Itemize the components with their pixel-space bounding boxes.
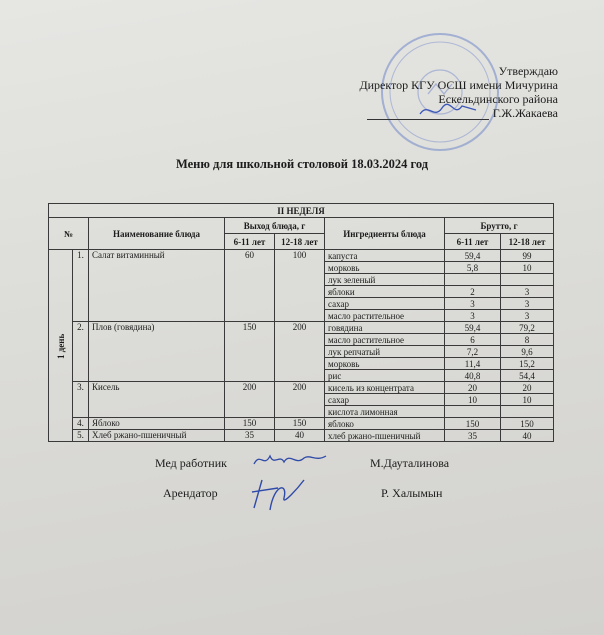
col-header-ingredients: Ингредиенты блюда [325,218,445,250]
gross-12-18: 79,2 [501,322,554,334]
dish-yield-6-11: 150 [225,418,275,430]
gross-12-18: 3 [501,298,554,310]
gross-6-11: 40,8 [445,370,501,382]
dish-name: Кисель [89,382,225,418]
gross-12-18: 15,2 [501,358,554,370]
dish-yield-12-18: 100 [275,250,325,322]
dish-number: 3. [73,382,89,418]
dish-name: Салат витаминный [89,250,225,322]
yield-age-12-18: 12-18 лет [275,234,325,250]
gross-6-11: 59,4 [445,250,501,262]
ingredient-name: лук репчатый [325,346,445,358]
dish-number: 5. [73,430,89,442]
dish-number: 2. [73,322,89,382]
ingredient-name: сахар [325,394,445,406]
gross-12-18: 99 [501,250,554,262]
gross-age-12-18: 12-18 лет [501,234,554,250]
ingredient-name: говядина [325,322,445,334]
gross-12-18: 8 [501,334,554,346]
col-header-yield: Выход блюда, г [225,218,325,234]
ingredient-name: масло растительное [325,334,445,346]
gross-6-11: 11,4 [445,358,501,370]
gross-12-18: 10 [501,262,554,274]
dish-name: Плов (говядина) [89,322,225,382]
gross-6-11: 6 [445,334,501,346]
gross-6-11: 35 [445,430,501,442]
dish-number: 1. [73,250,89,322]
dish-name: Хлеб ржано-пшеничный [89,430,225,442]
ingredient-name: морковь [325,262,445,274]
ingredient-name: рис [325,370,445,382]
tenant-label: Арендатор [163,486,218,500]
ingredient-name: яблоко [325,418,445,430]
dish-yield-12-18: 200 [275,322,325,382]
dish-name: Яблоко [89,418,225,430]
med-worker-label: Мед работник [155,456,227,470]
gross-age-6-11: 6-11 лет [445,234,501,250]
dish-yield-12-18: 150 [275,418,325,430]
col-header-gross: Брутто, г [445,218,554,234]
dish-yield-6-11: 200 [225,382,275,418]
week-header: II НЕДЕЛЯ [49,204,554,218]
gross-6-11: 7,2 [445,346,501,358]
med-worker-name: М.Дауталинова [370,456,450,470]
ingredient-name: лук зеленый [325,274,445,286]
yield-age-6-11: 6-11 лет [225,234,275,250]
gross-12-18: 20 [501,382,554,394]
gross-12-18: 40 [501,430,554,442]
ingredient-name: яблоки [325,286,445,298]
gross-12-18: 9,6 [501,346,554,358]
gross-6-11: 3 [445,298,501,310]
approval-line-3: Ескельдинского района [438,92,558,106]
dish-yield-6-11: 35 [225,430,275,442]
col-header-number: № [49,218,89,250]
approval-line-4: Г.Ж.Жакаева [492,106,558,120]
tenant-signature [248,474,308,514]
dish-number: 4. [73,418,89,430]
gross-6-11: 20 [445,382,501,394]
gross-12-18: 3 [501,286,554,298]
dish-yield-12-18: 40 [275,430,325,442]
gross-6-11: 59,4 [445,322,501,334]
gross-12-18: 3 [501,310,554,322]
approval-line-2: Директор КГУ ОСШ имени Мичурина [359,78,558,92]
ingredient-name: кислота лимонная [325,406,445,418]
gross-12-18: 54,4 [501,370,554,382]
dish-yield-6-11: 150 [225,322,275,382]
dish-yield-12-18: 200 [275,382,325,418]
ingredient-name: сахар [325,298,445,310]
ingredient-name: хлеб ржано-пшеничный [325,430,445,442]
gross-12-18: 150 [501,418,554,430]
ingredient-name: кисель из концентрата [325,382,445,394]
gross-12-18: 10 [501,394,554,406]
gross-6-11: 10 [445,394,501,406]
gross-6-11: 2 [445,286,501,298]
day-label: 1 день [49,250,73,442]
gross-6-11: 150 [445,418,501,430]
dish-yield-6-11: 60 [225,250,275,322]
gross-6-11: 3 [445,310,501,322]
approval-line-1: Утверждаю [498,64,558,78]
ingredient-name: капуста [325,250,445,262]
col-header-dish: Наименование блюда [89,218,225,250]
ingredient-name: морковь [325,358,445,370]
med-worker-signature [250,448,330,472]
page-title: Меню для школьной столовой 18.03.2024 год [175,157,429,171]
gross-6-11: 5,8 [445,262,501,274]
tenant-name: Р. Халымын [381,486,443,500]
ingredient-name: масло растительное [325,310,445,322]
